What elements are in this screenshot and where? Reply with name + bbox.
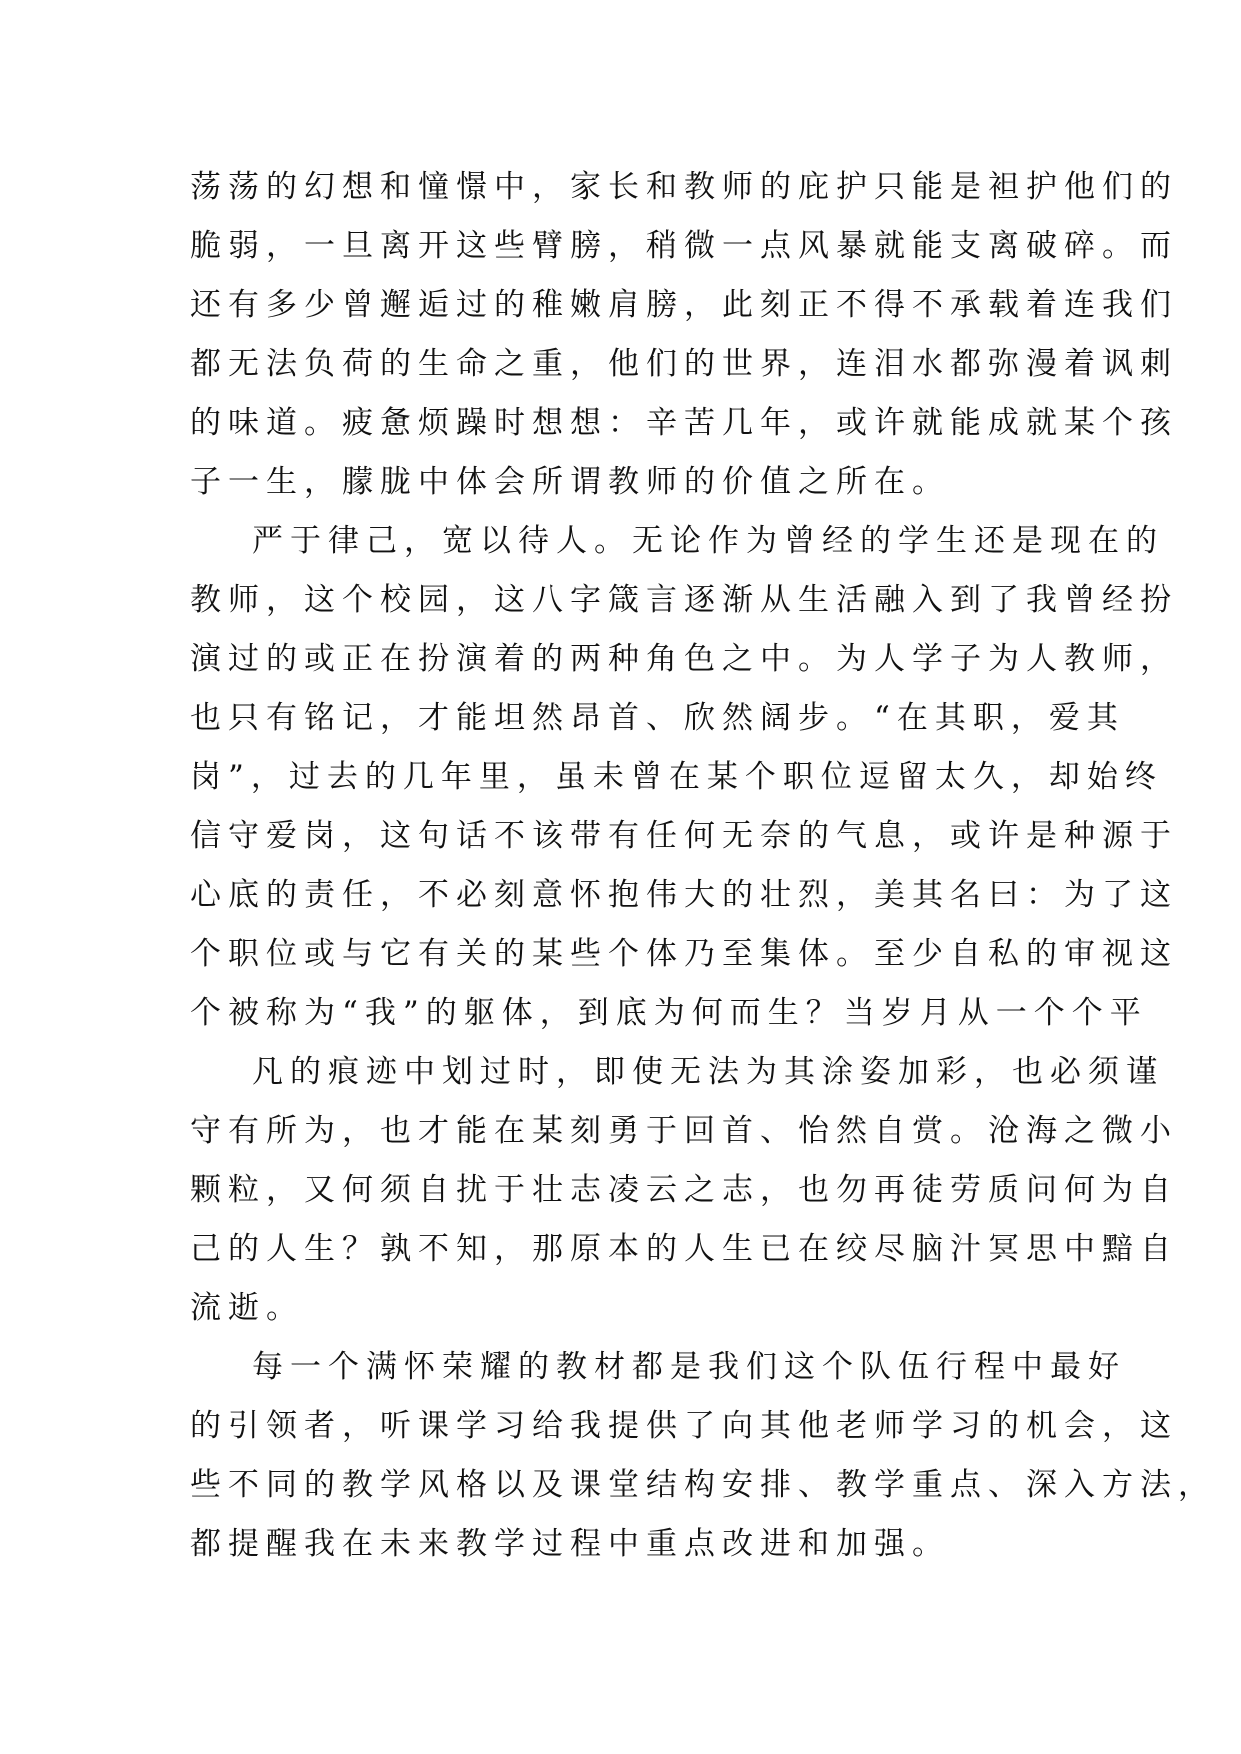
text-line: 演过的或正在扮演着的两种角色之中。为人学子为人教师， <box>190 641 1178 677</box>
text-line: 流逝。 <box>190 1290 304 1326</box>
text-line: 岗”，过去的几年里，虽未曾在某个职位逗留太久，却始终 <box>190 759 1163 795</box>
text-line: 心底的责任，不必刻意怀抱伟大的壮烈，美其名曰：为了这 <box>190 877 1178 913</box>
paragraph-first-line: 每一个满怀荣耀的教材都是我们这个队伍行程中最好 <box>252 1349 1126 1385</box>
text-line: 脆弱，一旦离开这些臂膀，稍微一点风暴就能支离破碎。而 <box>190 228 1178 264</box>
text-line: 守有所为，也才能在某刻勇于回首、怡然自赏。沧海之微小 <box>190 1113 1178 1149</box>
text-line: 个职位或与它有关的某些个体乃至集体。至少自私的审视这 <box>190 936 1178 972</box>
text-line: 个被称为“我”的躯体，到底为何而生？当岁月从一个个平 <box>190 995 1148 1031</box>
text-line: 都提醒我在未来教学过程中重点改进和加强。 <box>190 1526 950 1562</box>
text-line: 还有多少曾邂逅过的稚嫩肩膀，此刻正不得不承载着连我们 <box>190 287 1178 323</box>
text-line: 的味道。疲惫烦躁时想想：辛苦几年，或许就能成就某个孩 <box>190 405 1178 441</box>
text-line: 颗粒，又何须自扰于壮志凌云之志，也勿再徒劳质问何为自 <box>190 1172 1178 1208</box>
text-line: 都无法负荷的生命之重，他们的世界，连泪水都弥漫着讽刺 <box>190 346 1178 382</box>
text-line: 荡荡的幻想和憧憬中，家长和教师的庇护只能是袒护他们的 <box>190 169 1178 205</box>
text-line: 己的人生？孰不知，那原本的人生已在绞尽脑汁冥思中黯自 <box>190 1231 1178 1267</box>
text-line: 子一生，朦胧中体会所谓教师的价值之所在。 <box>190 464 950 500</box>
text-line: 的引领者，听课学习给我提供了向其他老师学习的机会，这 <box>190 1408 1178 1444</box>
text-line: 信守爱岗，这句话不该带有任何无奈的气息，或许是种源于 <box>190 818 1178 854</box>
text-line: 也只有铭记，才能坦然昂首、欣然阔步。“在其职，爱其 <box>190 700 1125 736</box>
paragraph-first-line: 严于律己，宽以待人。无论作为曾经的学生还是现在的 <box>252 523 1164 559</box>
body-text <box>190 158 1216 1574</box>
paragraph-first-line: 凡的痕迹中划过时，即使无法为其涂姿加彩，也必须谨 <box>252 1054 1164 1090</box>
text-line: 些不同的教学风格以及课堂结构安排、教学重点、深入方法， <box>190 1467 1216 1503</box>
text-line: 教师，这个校园，这八字箴言逐渐从生活融入到了我曾经扮 <box>190 582 1178 618</box>
